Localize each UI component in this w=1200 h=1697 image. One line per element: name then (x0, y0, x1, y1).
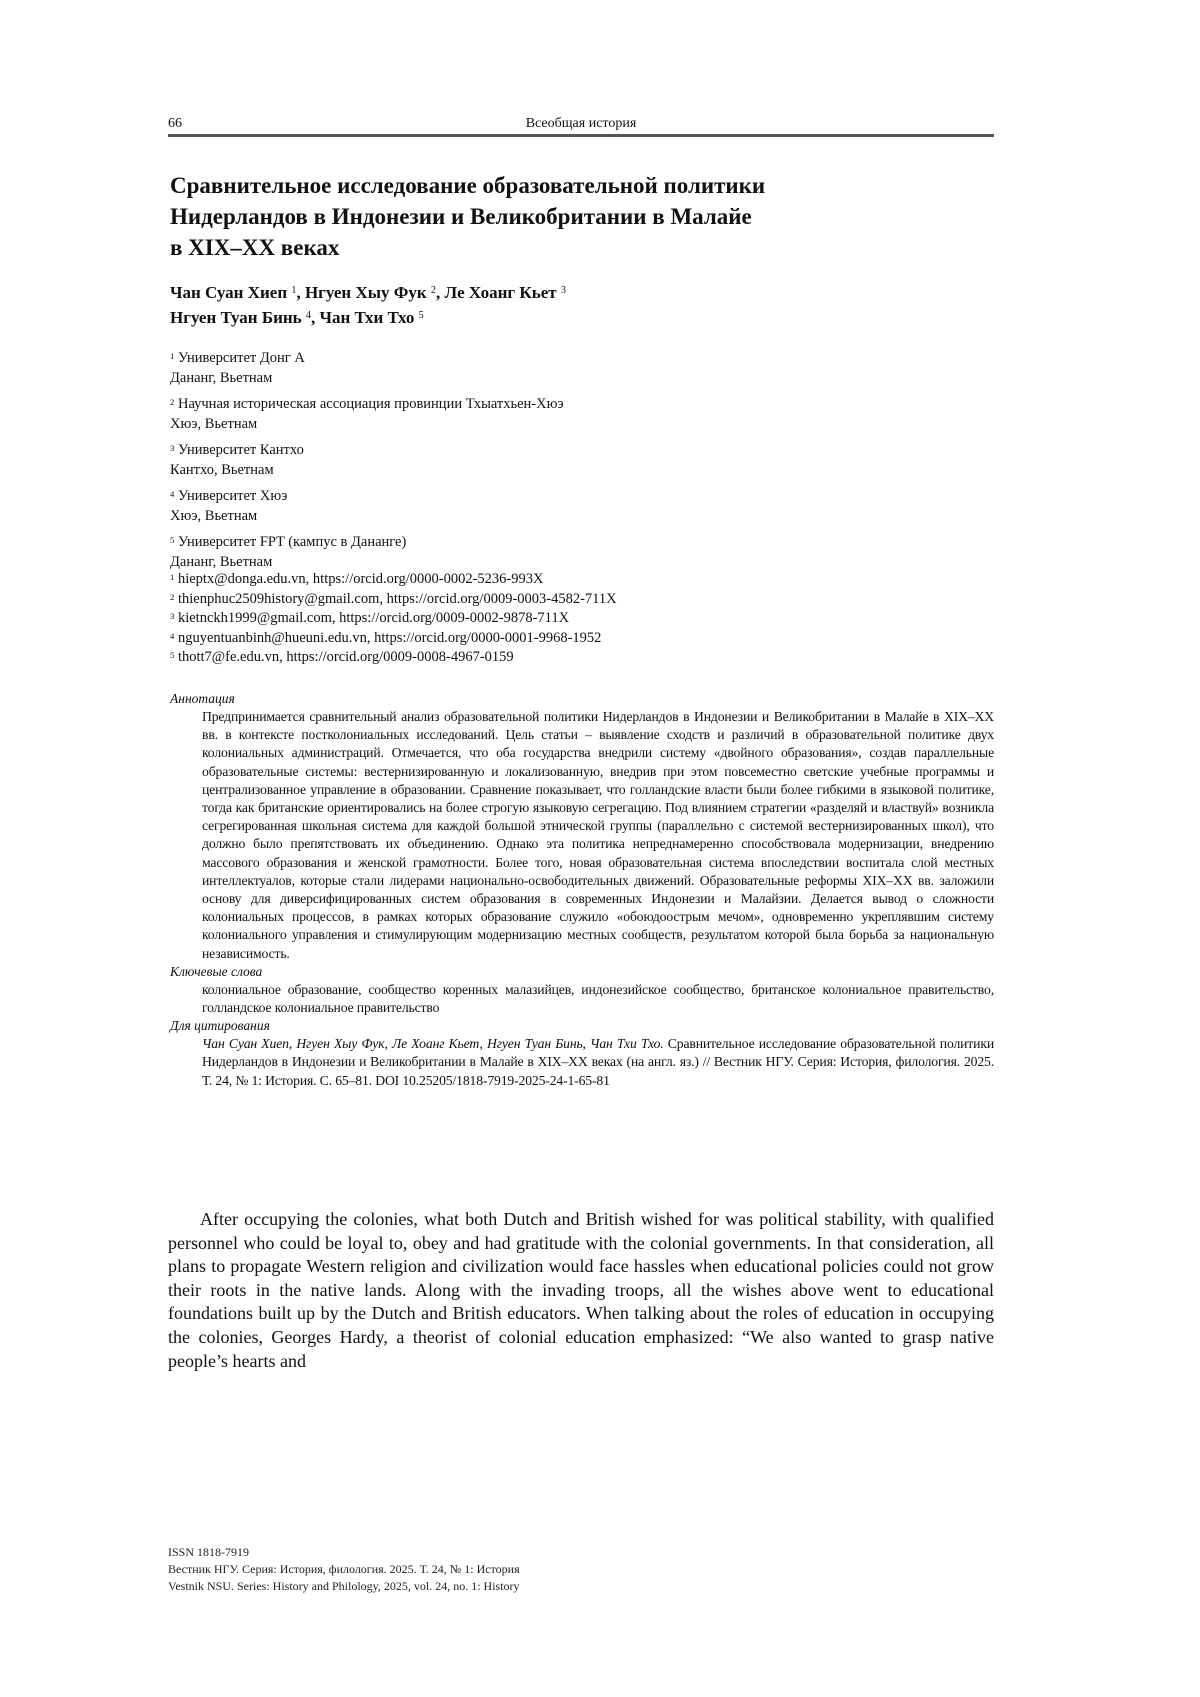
title-line: Нидерландов в Индонезии и Великобритании в Малайе (170, 201, 970, 232)
header-rule (168, 134, 994, 137)
author-sup: 2 (431, 285, 436, 296)
issn: ISSN 1818-7919 (168, 1544, 520, 1561)
page-footer (168, 1544, 520, 1595)
author-sup: 5 (419, 310, 424, 321)
author-name: Нгуен Хыу Фук (305, 283, 427, 302)
affiliation: 3 Университет Кантхо Кантхо, Вьетнам (170, 440, 970, 480)
journal-ru: Вестник НГУ. Серия: История, филология. 2025. Т. 24, № 1: История (168, 1561, 520, 1578)
contact-line[interactable]: 1 hieptx@donga.edu.vn, https://orcid.org/0000-0002-5236-993X (170, 570, 617, 590)
running-header (168, 112, 994, 134)
contact-line[interactable]: 2 thienphuc2509history@gmail.com, https://orcid.org/0009-0003-4582-711X (170, 590, 617, 610)
abstract-text: Предпринимается сравнительный анализ образовательной политики Нидерландов в Индонезии и Великобритании в Малайе в XIX–XX вв. в контексте постколониальных исследований. Цель статьи – выявление сходств и различий в образовательной политике двух колониальных администраций. Отмечается, что оба государства внедрили систему «двойного образования», создав параллельные образовательные системы: вестернизированную и локализованную, внедрив при этом повсеместно светские учебные программы и централизованное управление в образовании. Сравнение показывает, что голландские власти были более гибкими в языковой политике, тогда как британские ориентировались на более строгую языковую сегрегацию. Под влиянием стратегии «разделяй и властвуй» возникла сегрегированная школьная система для каждой большой этнической группы (параллельно с системой вестернизированных школ), что должно было препятствовать их объединению. Однако эта политика непреднамеренно способствовала модернизации, внедрению массового образования и женской грамотности. Более того, новая образовательная система впоследствии воспитала слой местных интеллектуалов, которые стали лидерами национально-освободительных движений. Образовательные реформы XIX–XX вв. заложили основу для диверсифицированных систем образования в современных Индонезии и Малайзии. Делается вывод о сложности колониальных процессов, в рамках которых образование служило «обоюдоострым мечом», одновременно укреплявшим систему колониального управления и стимулирующим модернизацию местных сообществ, результатом которой была борьба за национальную независимость. (202, 708, 994, 963)
citation-body: Сравнительное исследование образовательной политики Нидерландов в Индонезии и Великобритании в Малайе в XIX–XX веках (на англ. яз.) // Вестник НГУ. Серия: История, филология. 2025. Т. 24, № 1: История. С. 65–81. DOI 10.25205/1818-7919-2025-24-1-65-81 (202, 1036, 994, 1087)
author-name: Ле Хоанг Кьет (445, 283, 557, 302)
section-title: Всеобщая история (168, 116, 994, 132)
contact-line[interactable]: 3 kietnckh1999@gmail.com, https://orcid.org/0009-0002-9878-711X (170, 609, 617, 629)
citation-authors: Чан Суан Хиеп, Нгуен Хыу Фук, Ле Хоанг Кьет, Нгуен Туан Бинь, Чан Тхи Тхо. (202, 1036, 664, 1051)
citation-label: Для цитирования (170, 1017, 994, 1035)
contact-line[interactable]: 5 thott7@fe.edu.vn, https://orcid.org/0009-0008-4967-0159 (170, 648, 617, 668)
affiliations (170, 348, 970, 578)
affiliation: 1 Университет Донг А Дананг, Вьетнам (170, 348, 970, 388)
contact-line[interactable]: 4 nguyentuanbinh@hueuni.edu.vn, https://orcid.org/0000-0001-9968-1952 (170, 629, 617, 649)
citation-text (202, 1035, 994, 1090)
title-line: Сравнительное исследование образовательной политики (170, 170, 970, 201)
journal-en: Vestnik NSU. Series: History and Philology, 2025, vol. 24, no. 1: History (168, 1578, 520, 1595)
author-list: Чан Суан Хиеп 1, Нгуен Хыу Фук 2, Ле Хоанг Кьет 3 Нгуен Туан Бинь 4, Чан Тхи Тхо 5 (170, 280, 970, 330)
page-number: 66 (168, 116, 182, 132)
abstract-label: Аннотация (170, 690, 994, 708)
author-name: Чан Тхи Тхо (320, 308, 415, 327)
body-paragraph: After occupying the colonies, what both Dutch and British wished for was political stability, with qualified personnel who could be loyal to, obey and had gratitude with the colonial governments. In that consideration, all plans to propagate Western religion and civilization would face hassles when educational policies could not grow their roots in the native lands. Along with the invading troops, all the wishes above went to educational foundations built up by the Dutch and British educators. When talking about the roles of education in occupying the colonies, Georges Hardy, a theorist of colonial education emphasized: “We also wanted to grasp native people’s hearts and (168, 1208, 994, 1373)
keywords-text: колониальное образование, сообщество коренных малазийцев, индонезийское сообщество, британское колониальное правительство, голландское колониальное правительство (202, 981, 994, 1017)
author-sup: 1 (291, 285, 296, 296)
affiliation: 2 Научная историческая ассоциация провинции Тхыатхьен-Хюэ Хюэ, Вьетнам (170, 394, 970, 434)
keywords-label: Ключевые слова (170, 963, 994, 981)
contact-list (170, 570, 617, 668)
author-name: Чан Суан Хиеп (170, 283, 287, 302)
author-sup: 3 (561, 285, 566, 296)
title-line: в XIX–XX веках (170, 232, 970, 263)
affiliation: 5 Университет FPT (кампус в Дананге) Дананг, Вьетнам (170, 532, 970, 572)
author-sup: 4 (306, 310, 311, 321)
article-title (170, 170, 970, 263)
abstract-section (170, 690, 994, 1090)
affiliation: 4 Университет Хюэ Хюэ, Вьетнам (170, 486, 970, 526)
author-name: Нгуен Туан Бинь (170, 308, 302, 327)
